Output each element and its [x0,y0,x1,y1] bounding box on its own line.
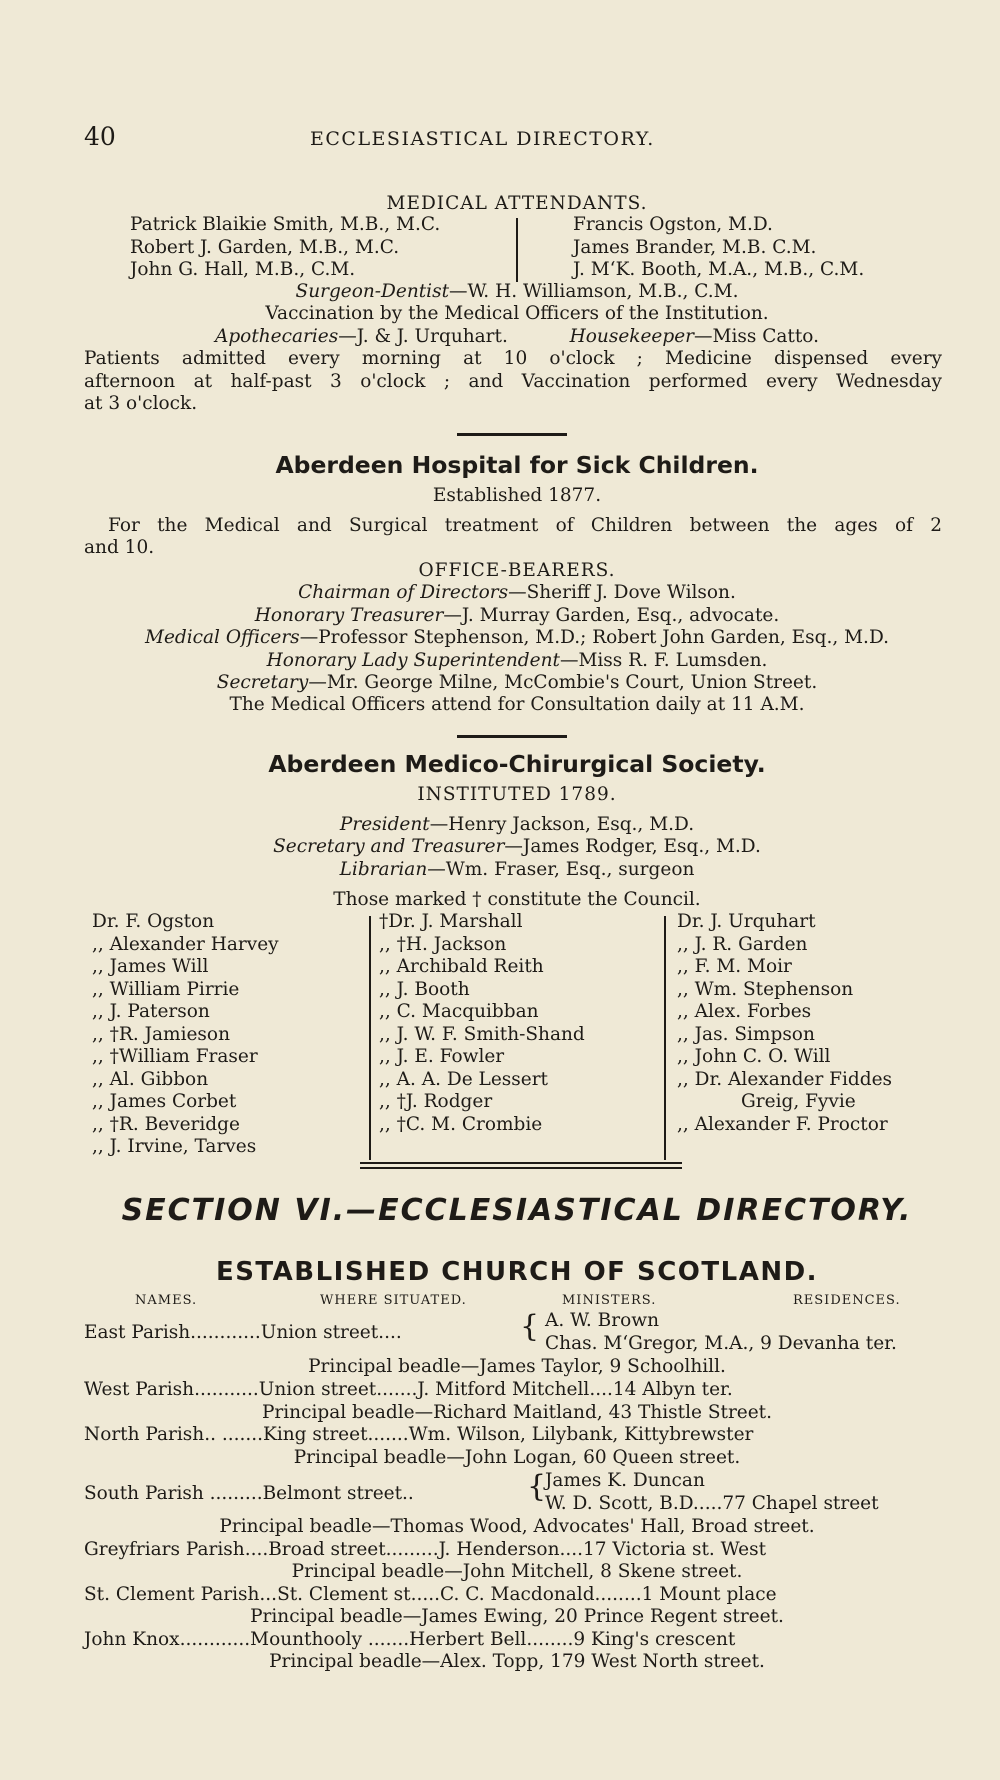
south-beadle: Principal beadle—Thomas Wood, Advocates' Hall, Broad street. [219,1516,815,1537]
chairman-label: Chairman of Directors [298,582,509,603]
treasurer-line [84,605,950,627]
president-line [84,814,950,836]
list-item: †Dr. J. Marshall [379,911,523,932]
medical-left-list [130,214,440,282]
list-item: Dr. F. Ogston [92,911,215,932]
list-item: James Brander, M.B. C.M. [573,236,817,258]
list-item: ,, Dr. Alexander Fiddes [677,1068,893,1090]
brace-glyph: { [520,1309,540,1344]
president-value: —Henry Jackson, Esq., M.D. [429,814,695,835]
list-item: Patrick Blaikie Smith, M.B., M.C. [130,214,441,235]
list-item: ,, J. R. Garden [677,933,808,955]
vaccination-line: Vaccination by the Medical Officers of the Institution. [265,303,769,324]
medical-right-list [573,214,864,282]
list-item: ,, William Pirrie [92,978,240,1000]
president-label: President [339,814,430,835]
east-parish-entry: East Parish............Union street.... [84,1322,402,1343]
brace-glyph: { [527,1469,547,1504]
greyfriars-entry: Greyfriars Parish....Broad street.........J. Henderson....17 Victoria st. West [84,1539,767,1560]
east-beadle: Principal beadle—James Taylor, 9 Schoolhill. [308,1356,726,1377]
column-divider [664,916,666,1160]
librarian-line [84,859,950,881]
council-note: Those marked † constitute the Council. [333,889,701,910]
superintendent-line [84,650,950,672]
list-item: ,, †H. Jackson [379,933,507,955]
list-item: ,, A. A. De Lessert [379,1068,548,1090]
south-minister-2: W. D. Scott, B.D.....77 Chapel street [545,1493,879,1514]
society-instituted: INSTITUTED 1789. [417,784,617,805]
members-column-3 [677,911,892,1136]
office-bearers-heading: OFFICE-BEARERS. [418,560,616,581]
dentist-value: —W. H. Williamson, M.B., C.M. [449,281,739,302]
purpose-line-2: and 10. [84,537,155,558]
list-item: ,, †R. Jamieson [92,1023,230,1045]
list-item: ,, John C. O. Will [677,1046,831,1067]
patients-line-1: Patients admitted every morning at 10 o'clock ; Medicine dispensed every [84,348,942,369]
patients-line-2: afternoon at half-past 3 o'clock ; and Vaccination performed every Wednesday [84,371,942,392]
list-item: ,, F. M. Moir [677,956,792,977]
divider-rule [457,735,567,738]
housekeeper-label: Housekeeper [569,326,695,347]
list-item: ,, J. Paterson [92,1001,210,1022]
west-parish-entry: West Parish...........Union street.......J. Mitford Mitchell....14 Albyn ter. [84,1379,733,1400]
consultation-line: The Medical Officers attend for Consultation daily at 11 A.M. [229,694,805,715]
south-parish-entry: South Parish .........Belmont street.. [84,1483,414,1504]
column-header-situated: WHERE SITUATED. [320,1293,467,1308]
list-item: ,, J. Booth [379,978,470,1000]
section-title: SECTION VI.—ECCLESIASTICAL DIRECTORY. [121,1193,913,1228]
housekeeper-value: —Miss Catto. [694,326,819,347]
treasurer-value: —J. Murray Garden, Esq., advocate. [443,605,780,626]
treasurer-label: Honorary Treasurer [254,605,444,626]
column-header-names: NAMES. [135,1293,198,1308]
list-item: ,, Alexander F. Proctor [677,1113,888,1135]
superintendent-label: Honorary Lady Superintendent [266,650,560,671]
divider-rule [457,433,567,436]
list-item: Francis Ogston, M.D. [573,214,773,235]
librarian-value: —Wm. Fraser, Esq., surgeon [427,859,695,880]
east-minister-1: A. W. Brown [545,1310,659,1331]
medical-officers-label: Medical Officers [145,627,300,648]
list-item: ,, James Will [92,956,209,977]
north-parish-entry: North Parish.. .......King street.......Wm. Wilson, Lilybank, Kittybrewster [84,1424,754,1445]
medical-officers-value: —Professor Stephenson, M.D.; Robert John Garden, Esq., M.D. [299,627,889,648]
medical-heading: MEDICAL ATTENDANTS. [386,193,648,214]
secretary-line [84,672,950,694]
members-column-2 [379,911,585,1136]
list-item: Dr. J. Urquhart [677,911,816,932]
list-item: ,, Wm. Stephenson [677,978,854,1000]
chairman-value: —Sheriff J. Dove Wilson. [508,582,736,603]
list-item: ,, J. Irvine, Tarves [92,1136,257,1157]
superintendent-value: —Miss R. F. Lumsden. [559,650,768,671]
list-item: John G. Hall, M.B., C.M. [130,259,356,280]
society-title: Aberdeen Medico-Chirurgical Society. [268,750,766,778]
list-item: ,, †William Fraser [92,1046,258,1067]
double-rule-top [360,1162,682,1164]
list-item: ,, Alexander Harvey [92,933,279,955]
list-item: ,, †J. Rodger [379,1091,493,1112]
list-item: ,, Jas. Simpson [677,1023,815,1045]
list-item: Greig, Fyvie [741,1091,856,1112]
column-divider [369,916,371,1160]
secretary-treasurer-line [84,836,950,858]
list-item: Robert J. Garden, M.B., M.C. [130,236,400,258]
purpose-line-1: For the Medical and Surgical treatment of Children between the ages of 2 [108,515,942,536]
list-item: ,, James Corbet [92,1091,237,1112]
dentist-label: Surgeon-Dentist [295,281,450,302]
john-knox-beadle: Principal beadle—Alex. Topp, 179 West North street. [269,1651,765,1672]
members-column-1 [92,911,279,1159]
page-number: 40 [84,122,116,151]
column-header-residences: RESIDENCES. [793,1293,901,1308]
secretary-treasurer-label: Secretary and Treasurer [273,836,505,857]
sick-children-title: Aberdeen Hospital for Sick Children. [275,451,759,479]
list-item: ,, Alex. Forbes [677,1001,812,1022]
greyfriars-beadle: Principal beadle—John Mitchell, 8 Skene street. [291,1561,743,1582]
column-header-ministers: MINISTERS. [562,1293,657,1308]
east-minister-2: Chas. M‘Gregor, M.A., 9 Devanha ter. [545,1333,897,1354]
chairman-line [84,582,950,604]
running-head: ECCLESIASTICAL DIRECTORY. [310,128,655,150]
double-rule-bottom [360,1167,682,1169]
st-clement-beadle: Principal beadle—James Ewing, 20 Prince Regent street. [250,1606,784,1627]
list-item: ,, J. W. F. Smith-Shand [379,1023,585,1045]
secretary-value: —Mr. George Milne, McCombie's Court, Union Street. [308,672,818,693]
secretary-treasurer-value: —James Rodger, Esq., M.D. [504,836,761,857]
column-divider [516,218,518,282]
apothecaries-line [84,326,950,348]
south-minister-1: James K. Duncan [545,1470,705,1491]
list-item: ,, †C. M. Crombie [379,1113,543,1135]
list-item: ,, †R. Beveridge [92,1113,240,1135]
list-item: ,, Al. Gibbon [92,1068,209,1090]
apothecaries-value: —J. & J. Urquhart. [338,326,508,347]
medical-officers-line [84,627,950,649]
list-item: J. M‘K. Booth, M.A., M.B., C.M. [573,259,865,280]
sick-children-established: Established 1877. [432,485,602,506]
patients-line-3: at 3 o'clock. [84,393,198,414]
dentist-line [84,281,950,303]
john-knox-entry: John Knox............Mounthooly .......Herbert Bell........9 King's crescent [84,1629,736,1650]
church-title: ESTABLISHED CHURCH OF SCOTLAND. [215,1257,819,1287]
list-item: ,, J. E. Fowler [379,1046,505,1067]
list-item: ,, Archibald Reith [379,956,544,977]
st-clement-entry: St. Clement Parish...St. Clement st.....C. C. Macdonald........1 Mount place [84,1584,777,1605]
librarian-label: Librarian [339,859,428,880]
secretary-label: Secretary [216,672,309,693]
north-beadle: Principal beadle—John Logan, 60 Queen street. [293,1447,741,1468]
list-item: ,, C. Macquibban [379,1001,539,1022]
apothecaries-label: Apothecaries [214,326,339,347]
west-beadle: Principal beadle—Richard Maitland, 43 Thistle Street. [261,1402,773,1423]
